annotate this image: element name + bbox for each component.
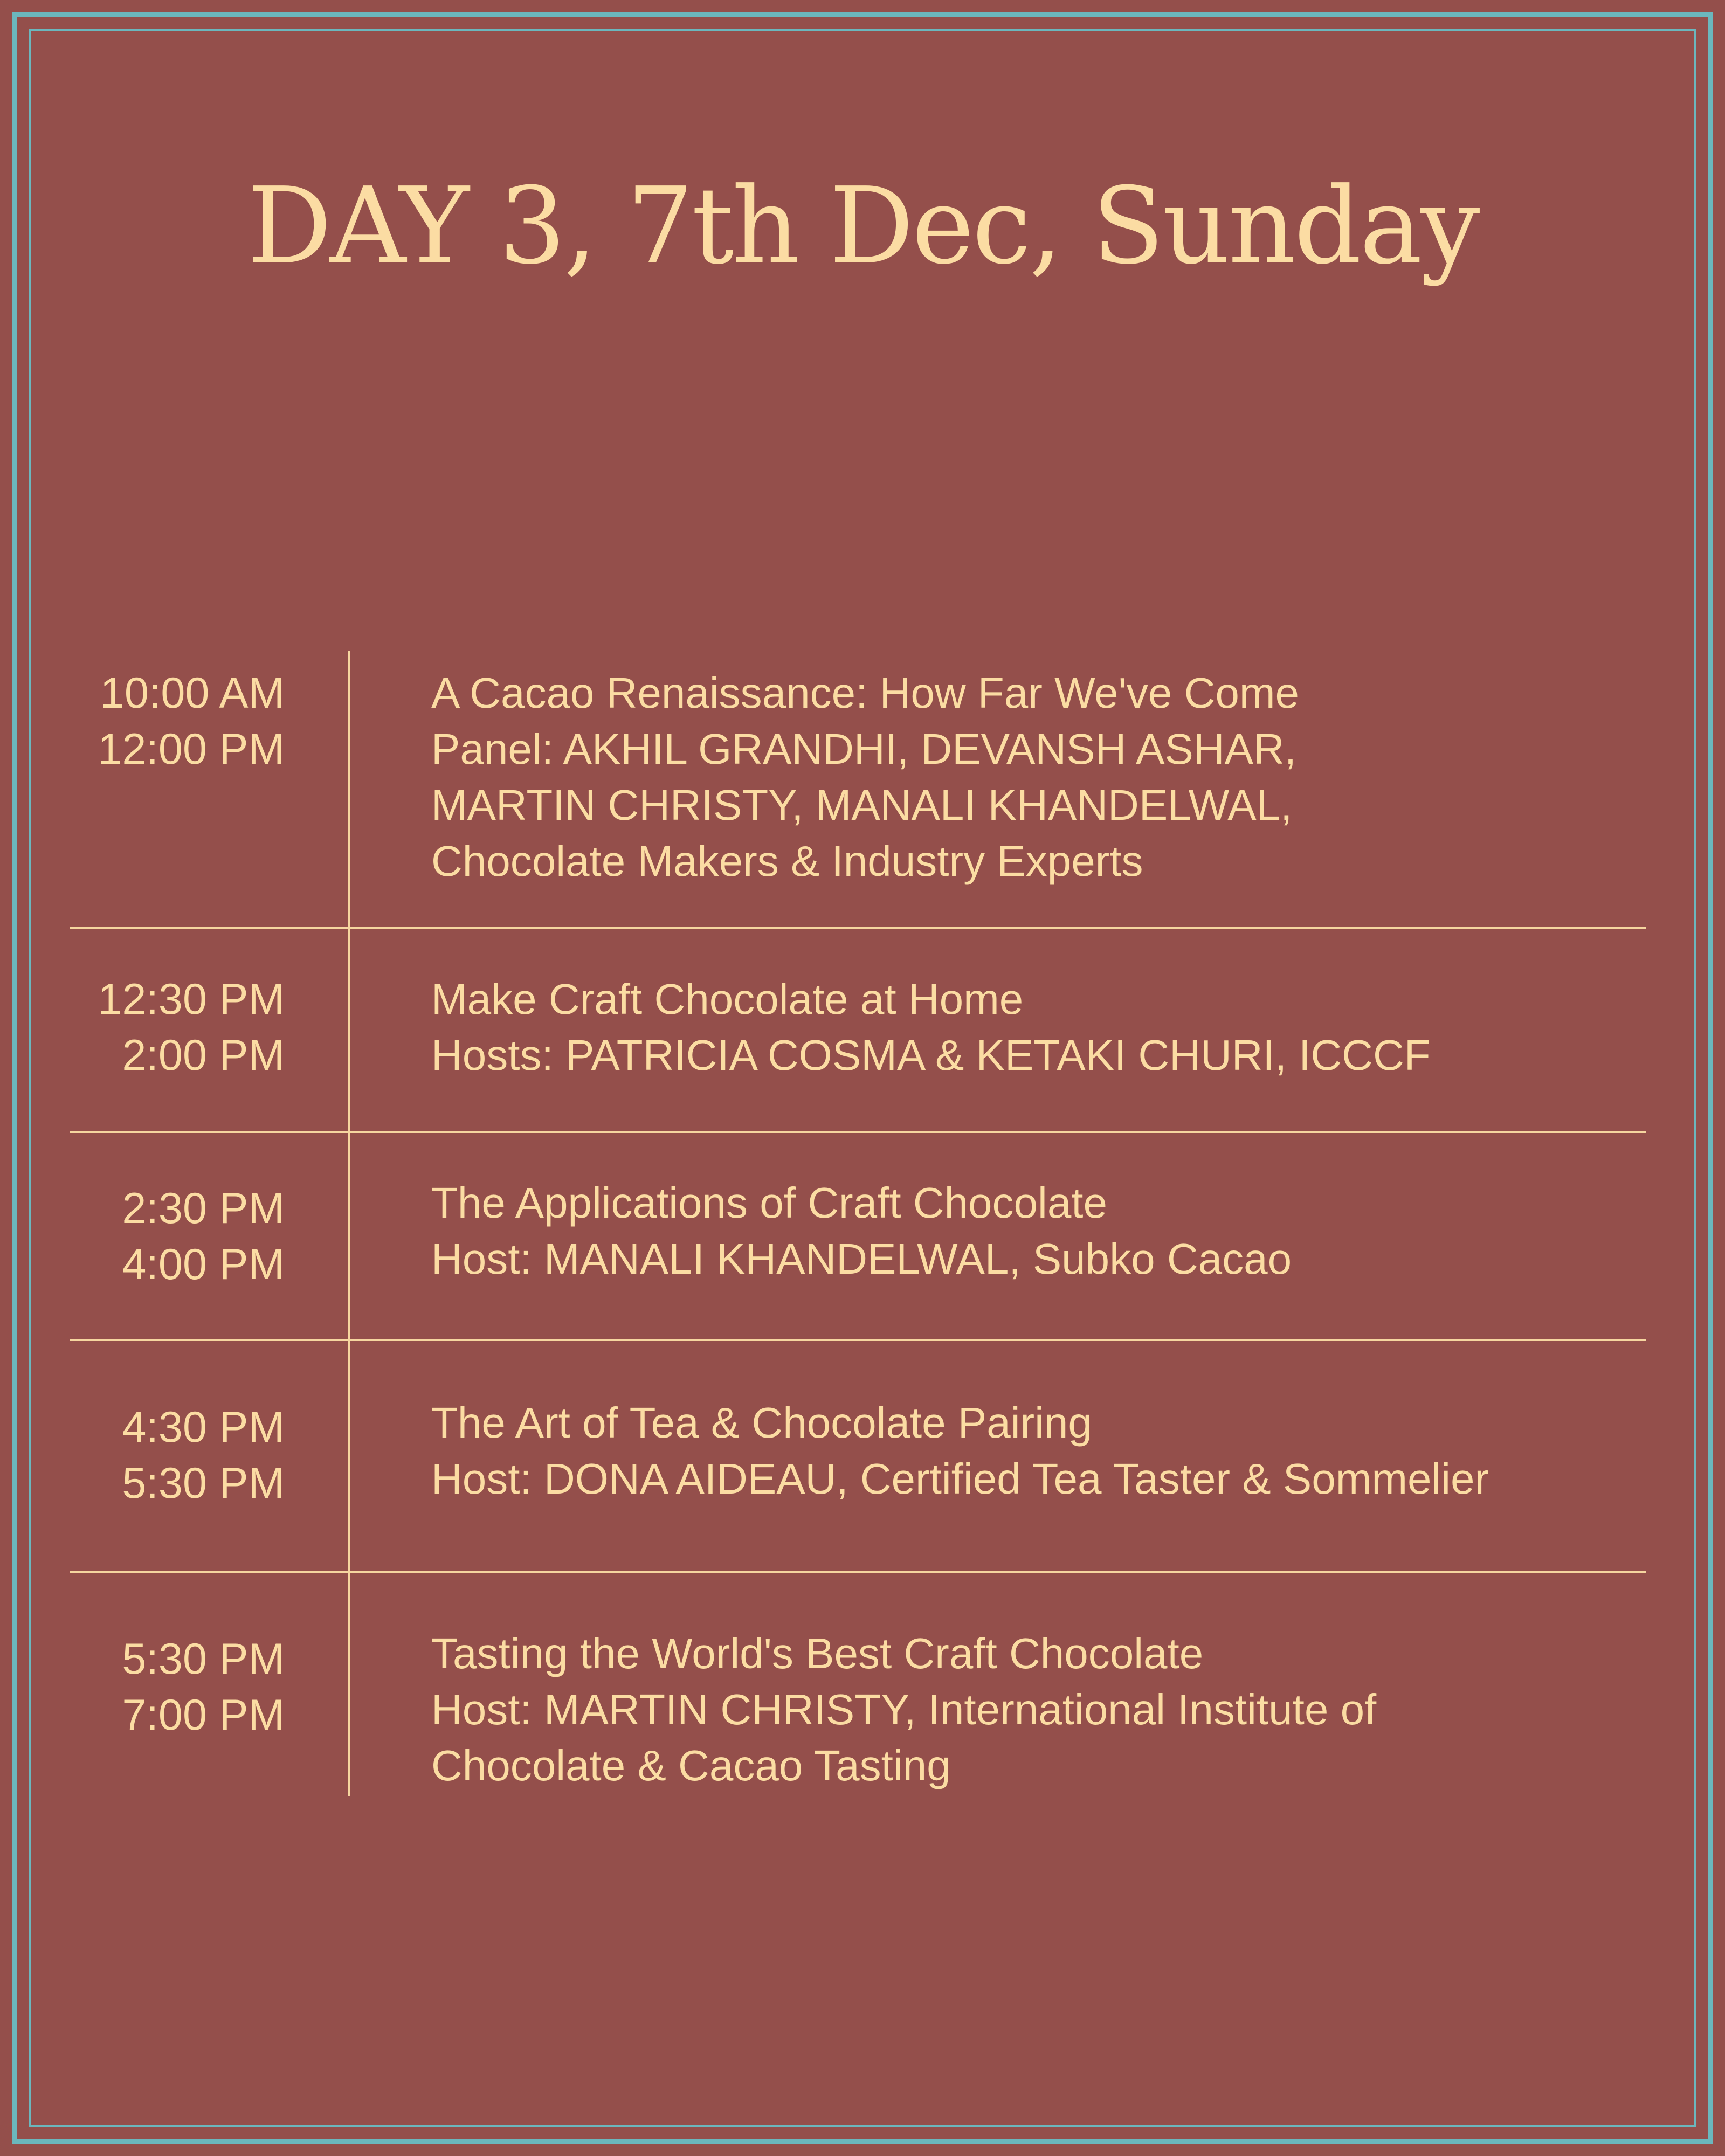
session-time: [43, 1399, 285, 1511]
session-line: Chocolate Makers & Industry Experts: [431, 837, 1143, 885]
session-time: [43, 1631, 285, 1743]
session-title: The Applications of Craft Chocolate: [431, 1179, 1108, 1227]
session-title: The Art of Tea & Chocolate Pairing: [431, 1399, 1092, 1447]
session-line: MARTIN CHRISTY, MANALI KHANDELWAL,: [431, 781, 1293, 829]
start-time: 12:30 PM: [98, 975, 285, 1024]
session-details: [431, 971, 1660, 1083]
start-time: 5:30 PM: [122, 1635, 285, 1683]
end-time: 5:30 PM: [122, 1459, 285, 1508]
row-divider: [70, 1339, 1646, 1341]
row-divider: [70, 1131, 1646, 1133]
row-divider: [70, 1571, 1646, 1573]
end-time: 7:00 PM: [122, 1691, 285, 1739]
session-title: Make Craft Chocolate at Home: [431, 975, 1024, 1023]
session-line: Hosts: PATRICIA COSMA & KETAKI CHURI, ICCCF: [431, 1031, 1431, 1079]
end-time: 12:00 PM: [98, 725, 285, 773]
start-time: 10:00 AM: [100, 669, 285, 717]
row-divider: [70, 927, 1646, 929]
session-line: Chocolate & Cacao Tasting: [431, 1742, 951, 1789]
session-title: Tasting the World's Best Craft Chocolate: [431, 1629, 1204, 1677]
session-line: Host: MANALI KHANDELWAL, Subko Cacao: [431, 1235, 1292, 1283]
session-line: Host: DONA AIDEAU, Certified Tea Taster & Sommelier: [431, 1455, 1489, 1503]
session-line: Panel: AKHIL GRANDHI, DEVANSH ASHAR,: [431, 725, 1296, 773]
session-line: Host: MARTIN CHRISTY, International Institute of: [431, 1685, 1377, 1733]
column-divider: [348, 651, 350, 1796]
session-time: [43, 1180, 285, 1293]
session-title: A Cacao Renaissance: How Far We've Come: [431, 669, 1300, 717]
page-title: DAY 3, 7th Dec, Sunday: [247, 165, 1478, 288]
start-time: 4:30 PM: [122, 1403, 285, 1452]
session-details: [431, 1626, 1660, 1794]
start-time: 2:30 PM: [122, 1184, 285, 1233]
end-time: 4:00 PM: [122, 1240, 285, 1289]
session-details: [431, 665, 1660, 889]
session-details: [431, 1175, 1660, 1287]
end-time: 2:00 PM: [122, 1031, 285, 1080]
session-details: [431, 1395, 1660, 1507]
session-time: [43, 971, 285, 1083]
session-time: [43, 665, 285, 777]
